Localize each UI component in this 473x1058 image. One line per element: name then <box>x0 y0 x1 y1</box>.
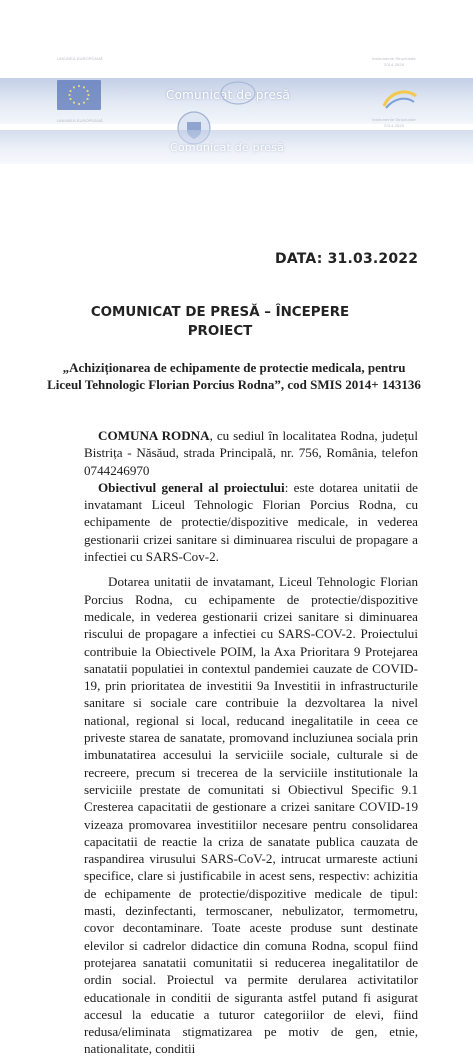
paragraph-objective <box>84 479 418 565</box>
eu-caption-top: UNIUNEA EUROPEANĂ <box>57 56 103 61</box>
press-release-date: DATA: 31.03.2022 <box>275 251 419 267</box>
structural-years-bottom: 2014-2020 <box>384 123 405 128</box>
eu-caption-bottom: UNIUNEA EUROPEANĂ <box>57 118 103 123</box>
structural-years-top: 2014-2020 <box>384 62 405 67</box>
paragraph-description: Dotarea unitatii de invatamant, Liceul Tehnologic Florian Porcius Rodna, cu echipamente de protectie/dispozitive medicale, in vederea gestionarii crizei sanitare si diminuarea riscului de propagare a infectiei cu SARS-COV-2. Proiectului contribuie la Obiectivele POIM, la Axa Prioritara 9 Protejarea sanatatii populatiei in contextul pandemiei cauzate de COVID-19, prin prioritatea de investitii 9a Investitii in infrastructurile sanitare si sociale care contribuie la dezvoltarea la nivel national, regional si local, reducand inegalitatile in ceea ce priveste starea de sanatate, promovand incluziunea sociala prin imbunatatirea accesului la serviciile sociale, culturale si de recreere, precum si trecerea de la serviciile institutionale la serviciile prestate de comunitati si Obiectivul Specific 9.1 Cresterea capacitatii de gestionare a crizei sanitare COVID-19 vizeaza promovarea investitiilor necesare pentru consolidarea capacitatii de reactie la criza de sanatate publica cauzata de raspandirea virusului SARS-CoV-2, intrucat urmareste actiuni specifice, clare si justificabile in acest sens, respectiv: achizitia de echipamente de protectie/dispozitive medicale de tipul: masti, dezinfectanti, termoscaner, nebulizator, termometru, covor decontaminare. Toate aceste produse sunt destinate elevilor si cadrelor didactice din comuna Rodna, scopul fiind protejarea sanatatii comunitatii si reducerea inegalitatilor de ordin social. Proiectul va permite derularea activitatilor educationale in conditii de siguranta astfel putand fi asigurat accesul la educatie a tuturor categoriilor de elevi, fiind redusa/eliminata stigmatizarea pe motiv de gen, etnie, nationalitate, conditii <box>84 574 418 1057</box>
document-body <box>84 427 418 1058</box>
structural-caption-bottom: Instrumente Structurale <box>372 117 416 122</box>
banner-title-top: Comunicat de presă <box>166 88 291 102</box>
page-title <box>70 303 370 341</box>
watermark-seal-icon <box>218 80 258 106</box>
structural-caption-top: Instrumente Structurale <box>372 56 416 61</box>
objective-label: Obiectivul general al proiectului <box>98 479 285 495</box>
letterhead-banner <box>0 0 473 168</box>
banner-title-bottom: Comunicat de presă <box>170 141 285 154</box>
beneficiary-details: , cu sediul în localitatea Rodna, județul Bistrița - Năsăud, strada Principală, nr. 756, România, telefon 0744246970 <box>84 428 418 478</box>
beneficiary-name: COMUNA RODNA <box>98 428 210 443</box>
structural-instruments-logo <box>380 84 420 112</box>
page-title-line-1: COMUNICAT DE PRESĂ – ÎNCEPERE <box>90 305 350 320</box>
paragraph-beneficiary <box>84 427 418 479</box>
project-title: „Achiziționarea de echipamente de protectie medicala, pentru Liceul Tehnologic Florian Porcius Rodna”, cod SMIS 2014+ 143136 <box>47 360 421 392</box>
page-title-line-2: PROIECT <box>187 324 253 339</box>
objective-text: : este dotarea unitatii de invatamant Liceul Tehnologic Florian Porcius Rodna, cu echipamente de protectie/dispozitive medicale, in vederea gestionarii crizei sanitare si diminuarea riscului de propagare a infectiei cu SARS-Cov-2. <box>84 479 418 565</box>
eu-flag-icon <box>57 80 101 110</box>
